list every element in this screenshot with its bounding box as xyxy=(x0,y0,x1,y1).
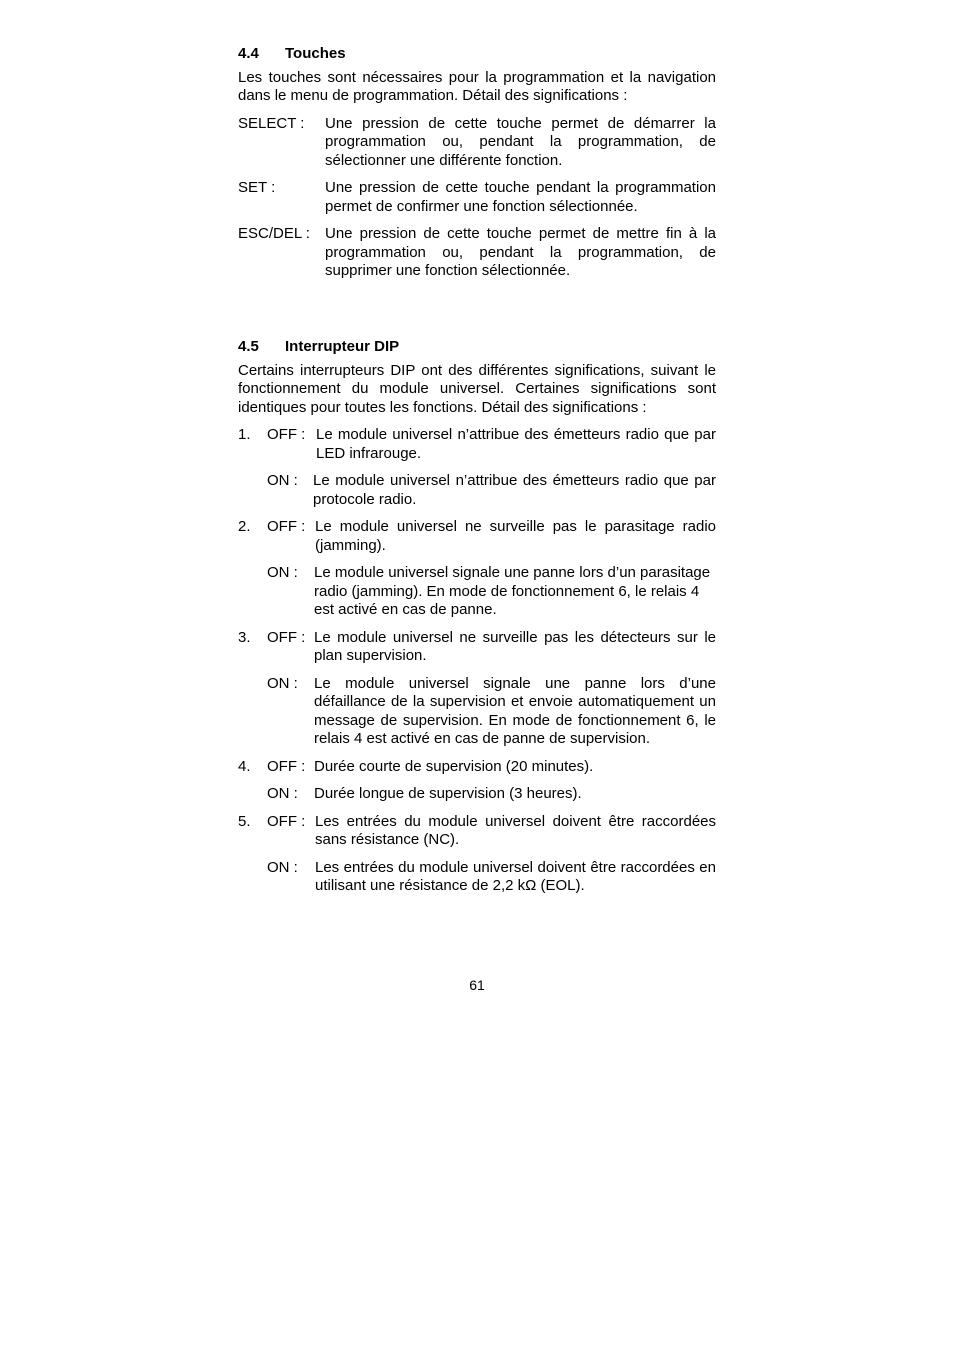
section-intro: Certains interrupteurs DIP ont des différentes significations, suivant le fonctionnement du module universel. Certaines significations sont identiques pour toutes les fonctions. Détail des significations : xyxy=(238,361,716,416)
dip-number: 2. xyxy=(238,518,251,535)
dip-on xyxy=(267,859,716,896)
dip-number: 5. xyxy=(238,812,251,830)
key-definition-select xyxy=(238,115,716,171)
dip-off xyxy=(267,629,716,666)
on-label: ON : xyxy=(267,564,298,581)
dip-off xyxy=(267,518,716,555)
on-text: Le module universel signale une panne lors d’une défaillance de la supervision et envoie automatiquement un message de supervision. En mode de fonctionnement 6, le relais 4 est activé en cas de panne de supervision. xyxy=(314,674,716,747)
dip-on xyxy=(267,472,716,509)
dip-number: 4. xyxy=(238,757,251,775)
on-text: Les entrées du module universel doivent être raccordées en utilisant une résistance de 2,2 kΩ (EOL). xyxy=(315,858,716,894)
off-label: OFF : xyxy=(267,518,306,535)
off-label: OFF : xyxy=(267,426,306,443)
off-label: OFF : xyxy=(267,812,306,830)
off-text: Durée courte de supervision (20 minutes). xyxy=(314,757,594,775)
page-number: 61 xyxy=(469,977,485,993)
key-term: SET : xyxy=(238,179,276,196)
section-number: 4.5 xyxy=(238,338,259,355)
section-title: Interrupteur DIP xyxy=(285,338,400,355)
on-label: ON : xyxy=(267,858,298,876)
key-description: Une pression de cette touche permet de mettre fin à la programmation ou, pendant la programmation, de supprimer une fonction sélectionnée. xyxy=(325,225,716,279)
section-heading xyxy=(238,338,716,357)
section-heading xyxy=(238,45,716,64)
dip-number: 1. xyxy=(238,426,251,443)
on-label: ON : xyxy=(267,674,298,692)
on-label: ON : xyxy=(267,785,298,802)
dip-item-4 xyxy=(238,758,716,804)
dip-item-2 xyxy=(238,518,716,620)
dip-on xyxy=(267,675,716,749)
section-intro: Les touches sont nécessaires pour la programmation et la navigation dans le menu de programmation. Détail des significations : xyxy=(238,68,716,104)
section-title: Touches xyxy=(285,45,346,62)
key-description: Une pression de cette touche permet de démarrer la programmation ou, pendant la programmation, de sélectionner une différente fonction. xyxy=(325,114,716,169)
dip-number: 3. xyxy=(238,628,251,646)
on-label: ON : xyxy=(267,472,298,489)
section-number: 4.4 xyxy=(238,45,259,62)
on-text: Le module universel signale une panne lors d’un parasitage radio (jamming). En mode de fonctionnement 6, le relais 4 est activé en cas de panne. xyxy=(314,564,711,618)
section-4-4 xyxy=(238,45,716,281)
dip-off xyxy=(267,426,716,463)
dip-item-1 xyxy=(238,426,716,509)
dip-item-3 xyxy=(238,629,716,749)
key-term: SELECT : xyxy=(238,114,305,132)
off-text: Le module universel ne surveille pas les détecteurs sur le plan supervision. xyxy=(314,628,716,664)
off-text: Le module universel ne surveille pas le parasitage radio (jamming). xyxy=(315,518,716,554)
dip-off xyxy=(267,813,716,850)
off-text: Les entrées du module universel doivent être raccordées sans résistance (NC). xyxy=(315,812,716,848)
dip-on xyxy=(267,785,716,804)
on-text: Le module universel n’attribue des émetteurs radio que par protocole radio. xyxy=(313,472,716,508)
off-label: OFF : xyxy=(267,757,306,775)
key-term: ESC/DEL : xyxy=(238,225,310,242)
key-definition-esc-del xyxy=(238,225,716,281)
off-label: OFF : xyxy=(267,628,306,646)
section-4-5 xyxy=(238,338,716,896)
dip-item-5 xyxy=(238,813,716,896)
off-text: Le module universel n’attribue des émetteurs radio que par LED infrarouge. xyxy=(316,426,716,462)
dip-on xyxy=(267,564,716,620)
key-definition-set xyxy=(238,179,716,216)
key-description: Une pression de cette touche pendant la programmation permet de confirmer une fonction sélectionnée. xyxy=(325,179,716,215)
on-text: Durée longue de supervision (3 heures). xyxy=(314,785,582,802)
dip-off xyxy=(267,758,716,777)
